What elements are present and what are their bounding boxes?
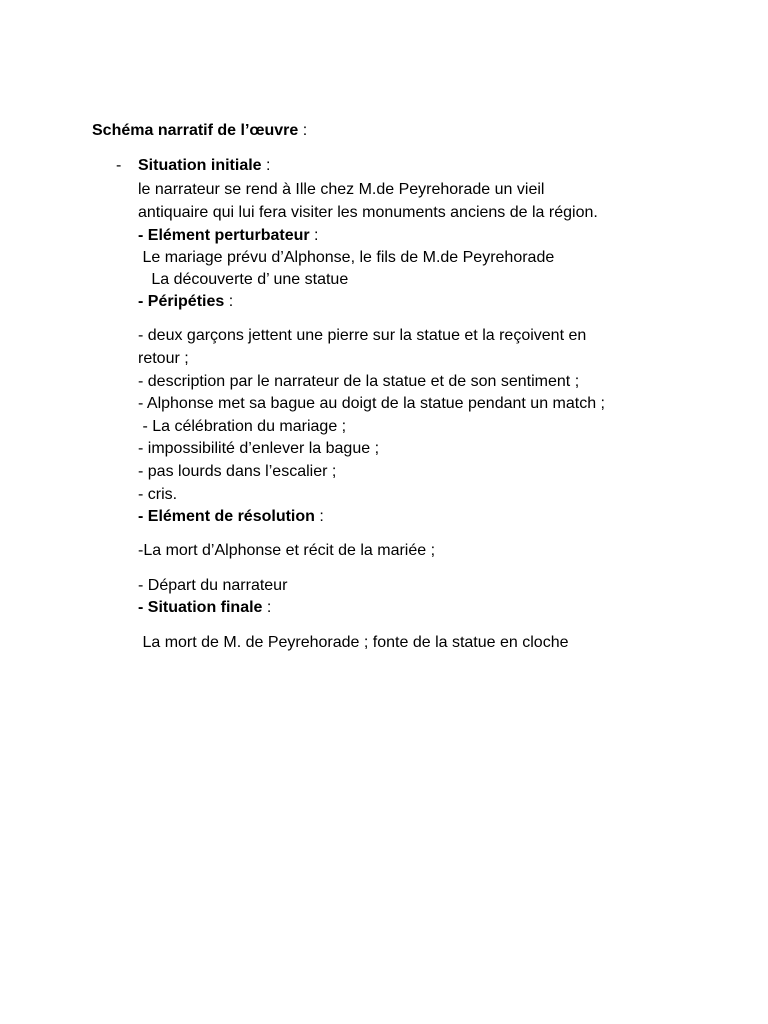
situation-initiale-heading [138,156,270,176]
situation-initiale-bullet: - [116,157,122,174]
element-resolution-text-1: -La mort d’Alphonse et récit de la mariée ; [138,542,436,559]
situation-finale-heading [138,598,271,618]
peripeties-item: - Alphonse met sa bague au doigt de la statue pendant un match ; [138,395,605,412]
element-perturbateur-text-2: La découverte d’ une statue [138,271,349,288]
element-perturbateur-heading [138,226,318,246]
peripeties-item: - cris. [138,486,178,503]
title-suffix: : [298,122,308,139]
situation-initiale-text-2: antiquaire qui lui fera visiter les monuments anciens de la région. [138,204,598,221]
situation-initiale-text-1: le narrateur se rend à Ille chez M.de Peyrehorade un vieil [138,181,545,198]
element-perturbateur-text-1: Le mariage prévu d’Alphonse, le fils de M.de Peyrehorade [138,249,555,266]
peripeties-item: retour ; [138,350,189,367]
situation-finale-suffix: : [262,599,272,616]
element-perturbateur-label: - Elément perturbateur [138,227,310,244]
peripeties-item: - La célébration du mariage ; [138,418,347,435]
element-resolution-suffix: : [314,508,324,525]
situation-initiale-suffix: : [261,157,271,174]
element-resolution-label: - Elément de résolution [138,508,315,525]
situation-finale-label: - Situation finale [138,599,263,616]
peripeties-item: - deux garçons jettent une pierre sur la statue et la reçoivent en [138,327,587,344]
element-resolution-heading [138,507,324,527]
situation-initiale-label: Situation initiale [138,157,262,174]
peripeties-heading [138,292,233,312]
peripeties-item: - description par le narrateur de la statue et de son sentiment ; [138,373,580,390]
element-resolution-text-2: - Départ du narrateur [138,577,288,594]
peripeties-item: - impossibilité d’enlever la bague ; [138,440,380,457]
peripeties-item: - pas lourds dans l’escalier ; [138,463,337,480]
element-perturbateur-suffix: : [309,227,319,244]
peripeties-label: - Péripéties [138,293,225,310]
document-title [92,121,307,141]
peripeties-suffix: : [224,293,234,310]
situation-finale-text-1: La mort de M. de Peyrehorade ; fonte de la statue en cloche [138,634,569,651]
title-bold: Schéma narratif de l’œuvre [92,122,299,139]
